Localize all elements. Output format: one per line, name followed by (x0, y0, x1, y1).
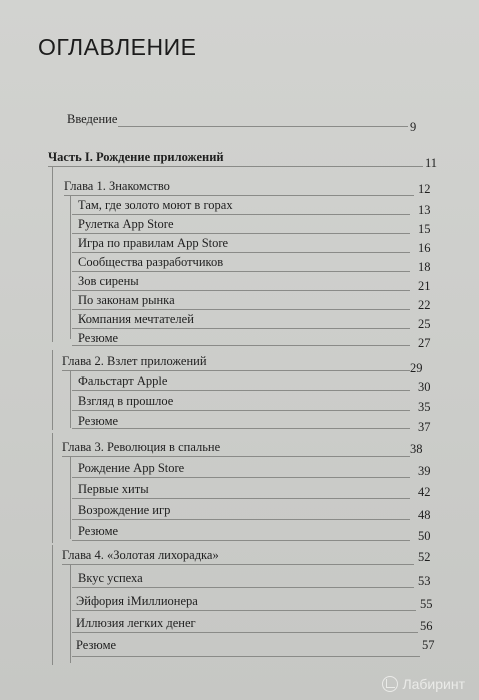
toc-item-page: 55 (420, 597, 433, 611)
toc-item-title: Первые хиты (78, 482, 149, 496)
item-leader (72, 498, 410, 499)
chapter-page: 29 (410, 361, 423, 375)
toc-entry-title: Введение (67, 112, 118, 126)
toc-item-page: 35 (418, 400, 431, 414)
toc-entry-page: 9 (410, 120, 417, 134)
toc-item-page: 18 (418, 260, 431, 274)
part-rule (48, 166, 423, 167)
toc-item (0, 196, 479, 217)
item-leader (72, 390, 410, 391)
toc-item-title: Зов сирены (78, 274, 139, 288)
chapter-page: 38 (410, 442, 423, 456)
toc-chapter-2 (0, 352, 479, 375)
toc-item-page: 30 (418, 380, 431, 394)
toc-item (0, 501, 479, 522)
toc-item-title: Иллюзия легких денег (76, 616, 196, 630)
item-leader (72, 428, 410, 429)
toc-item (0, 310, 479, 331)
toc-part-title: Часть I. Рождение приложений (48, 150, 224, 164)
toc-item (0, 614, 479, 632)
toc-item-title: Игра по правилам App Store (78, 236, 229, 250)
toc-item-page: 27 (418, 336, 431, 350)
toc-item (0, 569, 479, 587)
item-leader (72, 477, 410, 478)
toc-item-title: Компания мечтателей (78, 312, 194, 326)
item-leader (72, 410, 410, 411)
chapter-title: Глава 4. «Золотая лихорадка» (62, 548, 219, 562)
chapter-page: 12 (418, 182, 431, 196)
toc-item-title: Там, где золото моют в горах (78, 198, 233, 212)
toc-item (0, 459, 479, 477)
toc-item-page: 37 (418, 420, 431, 434)
toc-item-title: Резюме (78, 524, 119, 538)
watermark-text: Лабиринт (402, 676, 465, 692)
item-leader (72, 587, 414, 588)
toc-item (0, 215, 479, 236)
toc-item-title: Сообщества разработчиков (78, 255, 224, 269)
toc-item-page: 57 (422, 638, 435, 652)
dotted-leader (118, 126, 408, 127)
toc-item-title: Эйфория iMиллионера (76, 594, 198, 608)
toc-item (0, 253, 479, 274)
toc-item-page: 48 (418, 508, 431, 522)
toc-item-page: 15 (418, 222, 431, 236)
toc-item (0, 234, 479, 255)
item-leader (72, 345, 410, 346)
toc-item-page: 42 (418, 485, 431, 499)
chapter-leader (62, 564, 414, 565)
item-leader (72, 656, 420, 657)
toc-item-page: 50 (418, 529, 431, 543)
toc-part-page: 11 (425, 156, 438, 170)
chapter-title: Глава 1. Знакомство (64, 179, 170, 193)
toc-item-page: 53 (418, 574, 431, 588)
toc-item-page: 13 (418, 203, 431, 217)
item-leader (72, 519, 410, 520)
watermark (382, 676, 465, 692)
chapter-leader (62, 456, 410, 457)
toc-item (0, 522, 479, 543)
toc-item-page: 56 (420, 619, 433, 633)
toc-item (0, 392, 479, 414)
toc-item-title: Возрождение игр (78, 503, 171, 517)
toc-item-title: Резюме (78, 331, 119, 345)
toc-item-title: Резюме (78, 414, 119, 428)
chapter-title: Глава 3. Революция в спальне (62, 440, 221, 454)
toc-item-page: 21 (418, 279, 431, 293)
toc-item-title: Рождение App Store (78, 461, 185, 475)
toc-item-title: Фальстарт Apple (78, 374, 168, 388)
toc-chapter-3 (0, 438, 479, 456)
toc-item-title: По законам рынка (78, 293, 175, 307)
toc-entry-part (0, 148, 479, 170)
toc-item-page: 39 (418, 464, 431, 478)
chapter-leader (62, 370, 410, 371)
chapter-title: Глава 2. Взлет приложений (62, 354, 207, 368)
item-leader (72, 610, 416, 611)
toc-item (0, 272, 479, 293)
toc-item (0, 480, 479, 498)
toc-item-page: 16 (418, 241, 431, 255)
toc-item-page: 22 (418, 298, 431, 312)
toc-item (0, 592, 479, 610)
toc-item (0, 372, 479, 394)
toc-item-page: 25 (418, 317, 431, 331)
toc-item-title: Взгляд в прошлое (78, 394, 174, 408)
toc-item (0, 291, 479, 312)
chapter-page: 52 (418, 550, 431, 564)
toc-chapter-4 (0, 546, 479, 564)
toc-item-title: Резюме (76, 638, 117, 652)
item-leader (72, 540, 410, 541)
toc-item-title: Рулетка App Store (78, 217, 174, 231)
item-leader (72, 632, 418, 633)
page-title: ОГЛАВЛЕНИЕ (38, 34, 197, 60)
toc-item-title: Вкус успеха (78, 571, 143, 585)
toc-item (0, 636, 479, 654)
labyrinth-logo-icon (382, 676, 398, 692)
toc-chapter-1 (0, 177, 479, 195)
